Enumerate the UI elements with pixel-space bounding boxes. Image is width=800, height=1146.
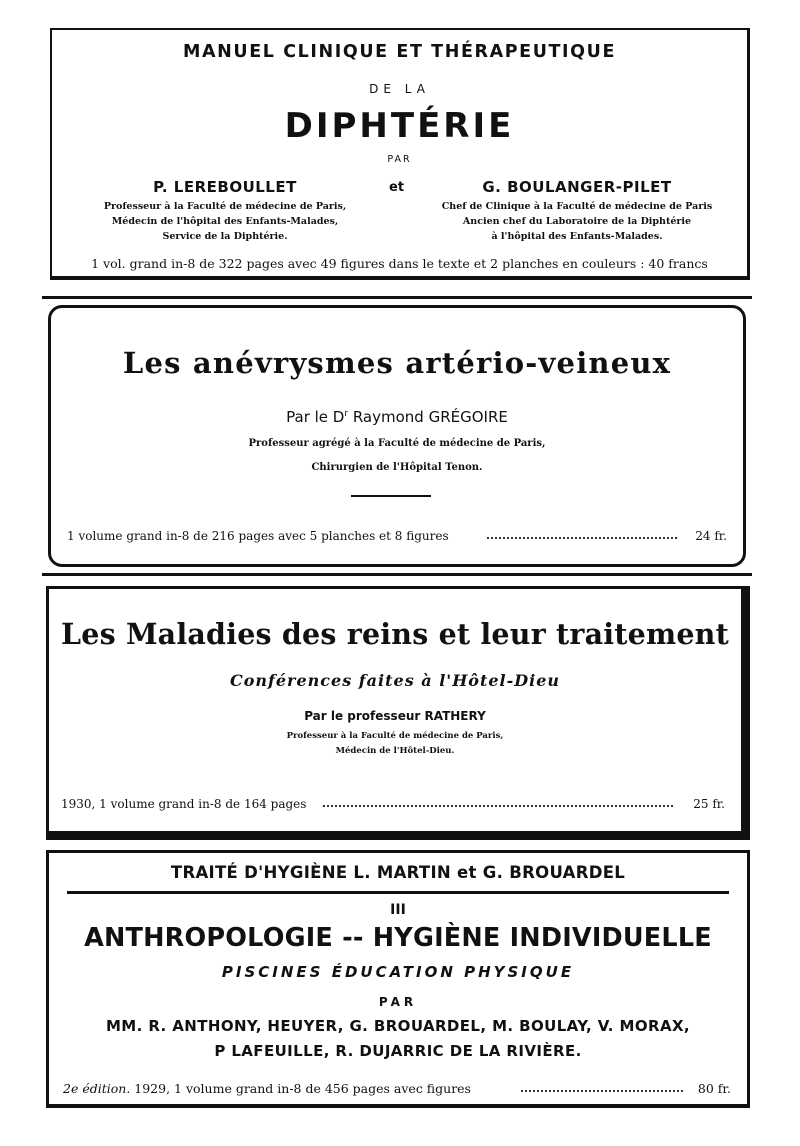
publication-description: 1930, 1 volume grand in-8 de 164 pages xyxy=(61,797,307,811)
author-left-credential: Professeur à la Faculté de médecine de Paris, xyxy=(103,201,347,212)
authors-line: MM. R. ANTHONY, HEUYER, G. BROUARDEL, M. BOULAY, V. MORAX, xyxy=(105,1017,691,1035)
dot-leader xyxy=(521,1090,683,1092)
dot-leader xyxy=(487,537,677,539)
author-right-credentials xyxy=(432,199,722,244)
anevrysmes-advertisement xyxy=(42,296,752,576)
book-subtitle: PISCINES ÉDUCATION PHYSIQUE xyxy=(221,963,575,981)
author-credential: Médecin de l'Hôtel-Dieu. xyxy=(335,746,455,756)
author-prefix-sup: r xyxy=(344,409,349,419)
divider-rule xyxy=(67,891,729,894)
maladies-reins-advertisement xyxy=(46,586,750,840)
manual-title-line: MANUEL CLINIQUE ET THÉRAPEUTIQUE xyxy=(182,42,617,62)
price: 25 fr. xyxy=(693,797,725,811)
price: 80 fr. xyxy=(697,1081,731,1096)
dot-leader xyxy=(323,805,673,807)
book-title: ANTHROPOLOGIE -- HYGIÈNE INDIVIDUELLE xyxy=(84,923,712,953)
author-left-credential: Médecin de l'hôpital des Enfants-Malades, xyxy=(111,216,339,227)
authors-line: P LAFEUILLE, R. DUJARRIC DE LA RIVIÈRE. xyxy=(214,1042,582,1060)
author-right-credential: Ancien chef du Laboratoire de la Diphtérie xyxy=(462,216,692,227)
publication-description-text: 1929, 1 volume grand in-8 de 456 pages avec figures xyxy=(130,1081,471,1096)
author-left-credentials xyxy=(80,199,370,244)
divider-rule xyxy=(351,495,431,497)
de-la-line: DE LA xyxy=(369,82,430,96)
author-right-credential: à l'hôpital des Enfants-Malades. xyxy=(491,231,663,242)
author-name: Raymond GRÉGOIRE xyxy=(348,408,508,426)
book-subject-title: DIPHTÉRIE xyxy=(284,106,515,146)
author-line xyxy=(51,408,743,426)
par-line: PAR xyxy=(378,995,418,1009)
et-conjunction: et xyxy=(389,180,405,195)
author-right xyxy=(432,178,722,244)
series-title: TRAITÉ D'HYGIÈNE L. MARTIN et G. BROUARDEL xyxy=(170,863,626,882)
author-left-name: P. LEREBOULLET xyxy=(153,178,297,196)
par-line: PAR xyxy=(387,154,412,165)
volume-number: III xyxy=(390,902,406,918)
rounded-frame xyxy=(48,305,746,567)
author-credential: Professeur à la Faculté de médecine de Paris, xyxy=(286,731,504,741)
author-right-credential: Chef de Clinique à la Faculté de médecine de Paris xyxy=(441,201,713,212)
diphterie-advertisement xyxy=(50,28,750,280)
author-prefix: Par le D xyxy=(286,408,345,426)
author-right-name: G. BOULANGER-PILET xyxy=(482,178,672,196)
publication-details: 1 vol. grand in-8 de 322 pages avec 49 figures dans le texte et 2 planches en couleurs : 40 francs xyxy=(91,256,708,271)
publication-description: 1 volume grand in-8 de 216 pages avec 5 planches et 8 figures xyxy=(67,529,449,543)
price: 24 fr. xyxy=(695,529,727,543)
book-title: Les anévrysmes artério-veineux xyxy=(122,346,672,380)
author-line: Par le professeur RATHERY xyxy=(304,709,486,723)
author-left xyxy=(80,178,370,244)
traite-hygiene-advertisement xyxy=(46,850,750,1108)
author-credential: Chirurgien de l'Hôpital Tenon. xyxy=(311,462,483,473)
edition-label: 2e édition. xyxy=(63,1081,131,1096)
book-title: Les Maladies des reins et leur traitement xyxy=(61,617,729,651)
author-left-credential: Service de la Diphtérie. xyxy=(162,231,288,242)
book-subtitle: Conférences faites à l'Hôtel-Dieu xyxy=(229,671,561,690)
publication-description xyxy=(63,1081,471,1096)
author-credential: Professeur agrégé à la Faculté de médecine de Paris, xyxy=(248,438,546,449)
